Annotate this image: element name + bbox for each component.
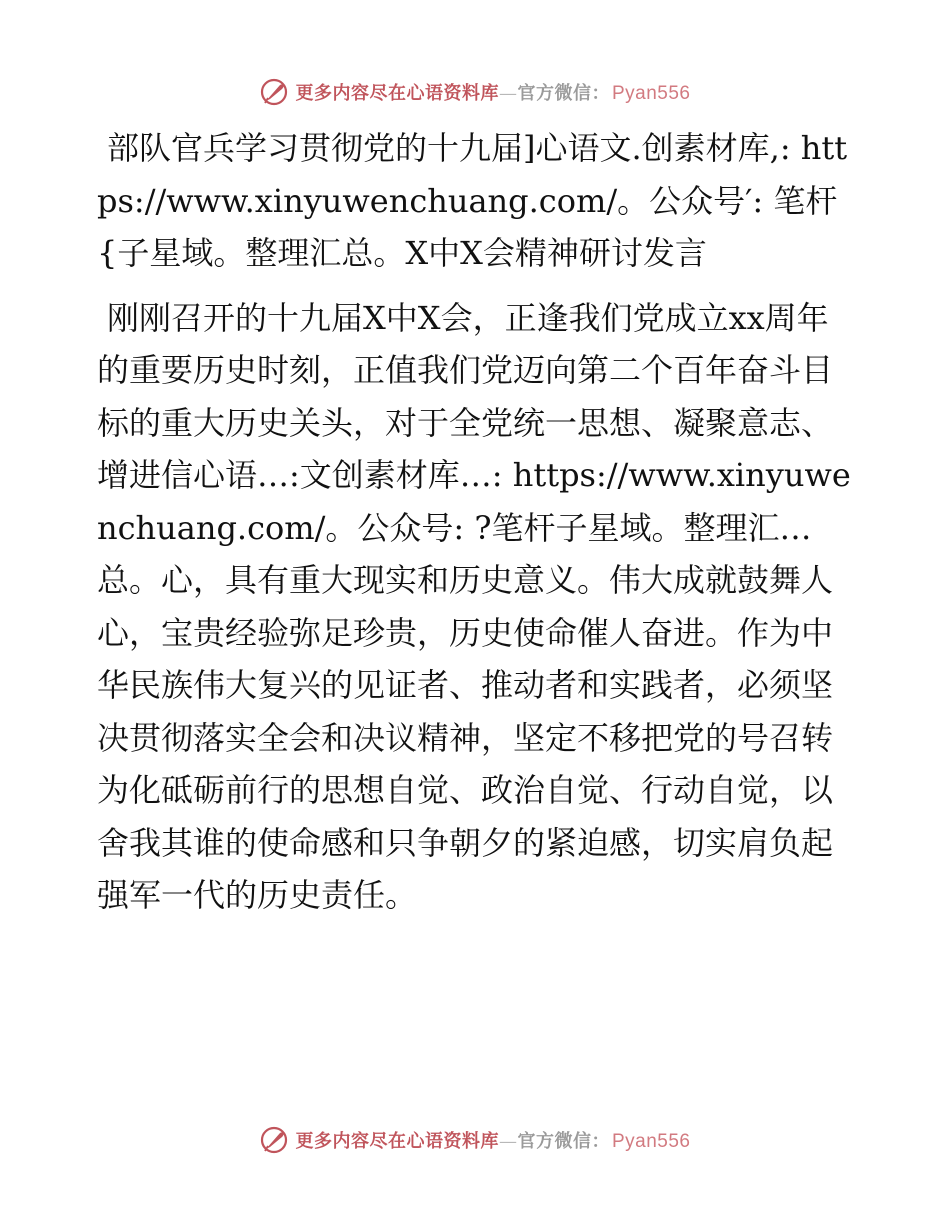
banner-wechat-id: Pyan556 xyxy=(611,83,691,104)
paragraph-title: 部队官兵学习贯彻党的十九届]心语文.创素材库,: https://www.xinyuwenchuang.com/。公众号′: 笔杆{子星域。整理汇总。X中X会精神研讨发言 xyxy=(97,129,848,272)
header-banner xyxy=(0,72,950,112)
banner-wechat-id: Pyan556 xyxy=(611,1131,691,1152)
banner-main-text: 更多内容尽在心语资料库 xyxy=(295,83,499,104)
banner-separator: — xyxy=(498,83,518,104)
header-banner-text xyxy=(295,79,690,105)
banner-official-label: 官方微信： xyxy=(517,83,610,104)
document-body xyxy=(97,122,857,922)
footer-banner-text xyxy=(295,1127,690,1153)
feather-quill-icon xyxy=(259,77,289,107)
footer-banner xyxy=(0,1120,950,1160)
banner-official-label: 官方微信： xyxy=(517,1131,610,1152)
banner-main-text: 更多内容尽在心语资料库 xyxy=(295,1131,499,1152)
feather-quill-icon xyxy=(259,1125,289,1155)
paragraph-body: 刚刚召开的十九届X中X会，正逢我们党成立xx周年的重要历史时刻，正值我们党迈向第二个百年奋斗目标的重大历史关头，对于全党统一思想、凝聚意志、增进信心语…:文创素材库…: https://www.xinyuwenchuang.com/。公众号: ?笔杆子星域。整理汇…总。心，具有重大现实和历史意义。伟大成就鼓舞人心，宝贵经验弥足珍贵，历史使命催人奋进。作为中华民族伟大复兴的见证者、推动者和实践者，必须坚决贯彻落实全会和决议精神，坚定不移把党的号召转为化砥砺前行的思想自觉、政治自觉、行动自觉，以舍我其谁的使命感和只争朝夕的紧迫感，切实肩负起强军一代的历史责任。 xyxy=(97,298,851,914)
banner-separator: — xyxy=(498,1131,518,1152)
